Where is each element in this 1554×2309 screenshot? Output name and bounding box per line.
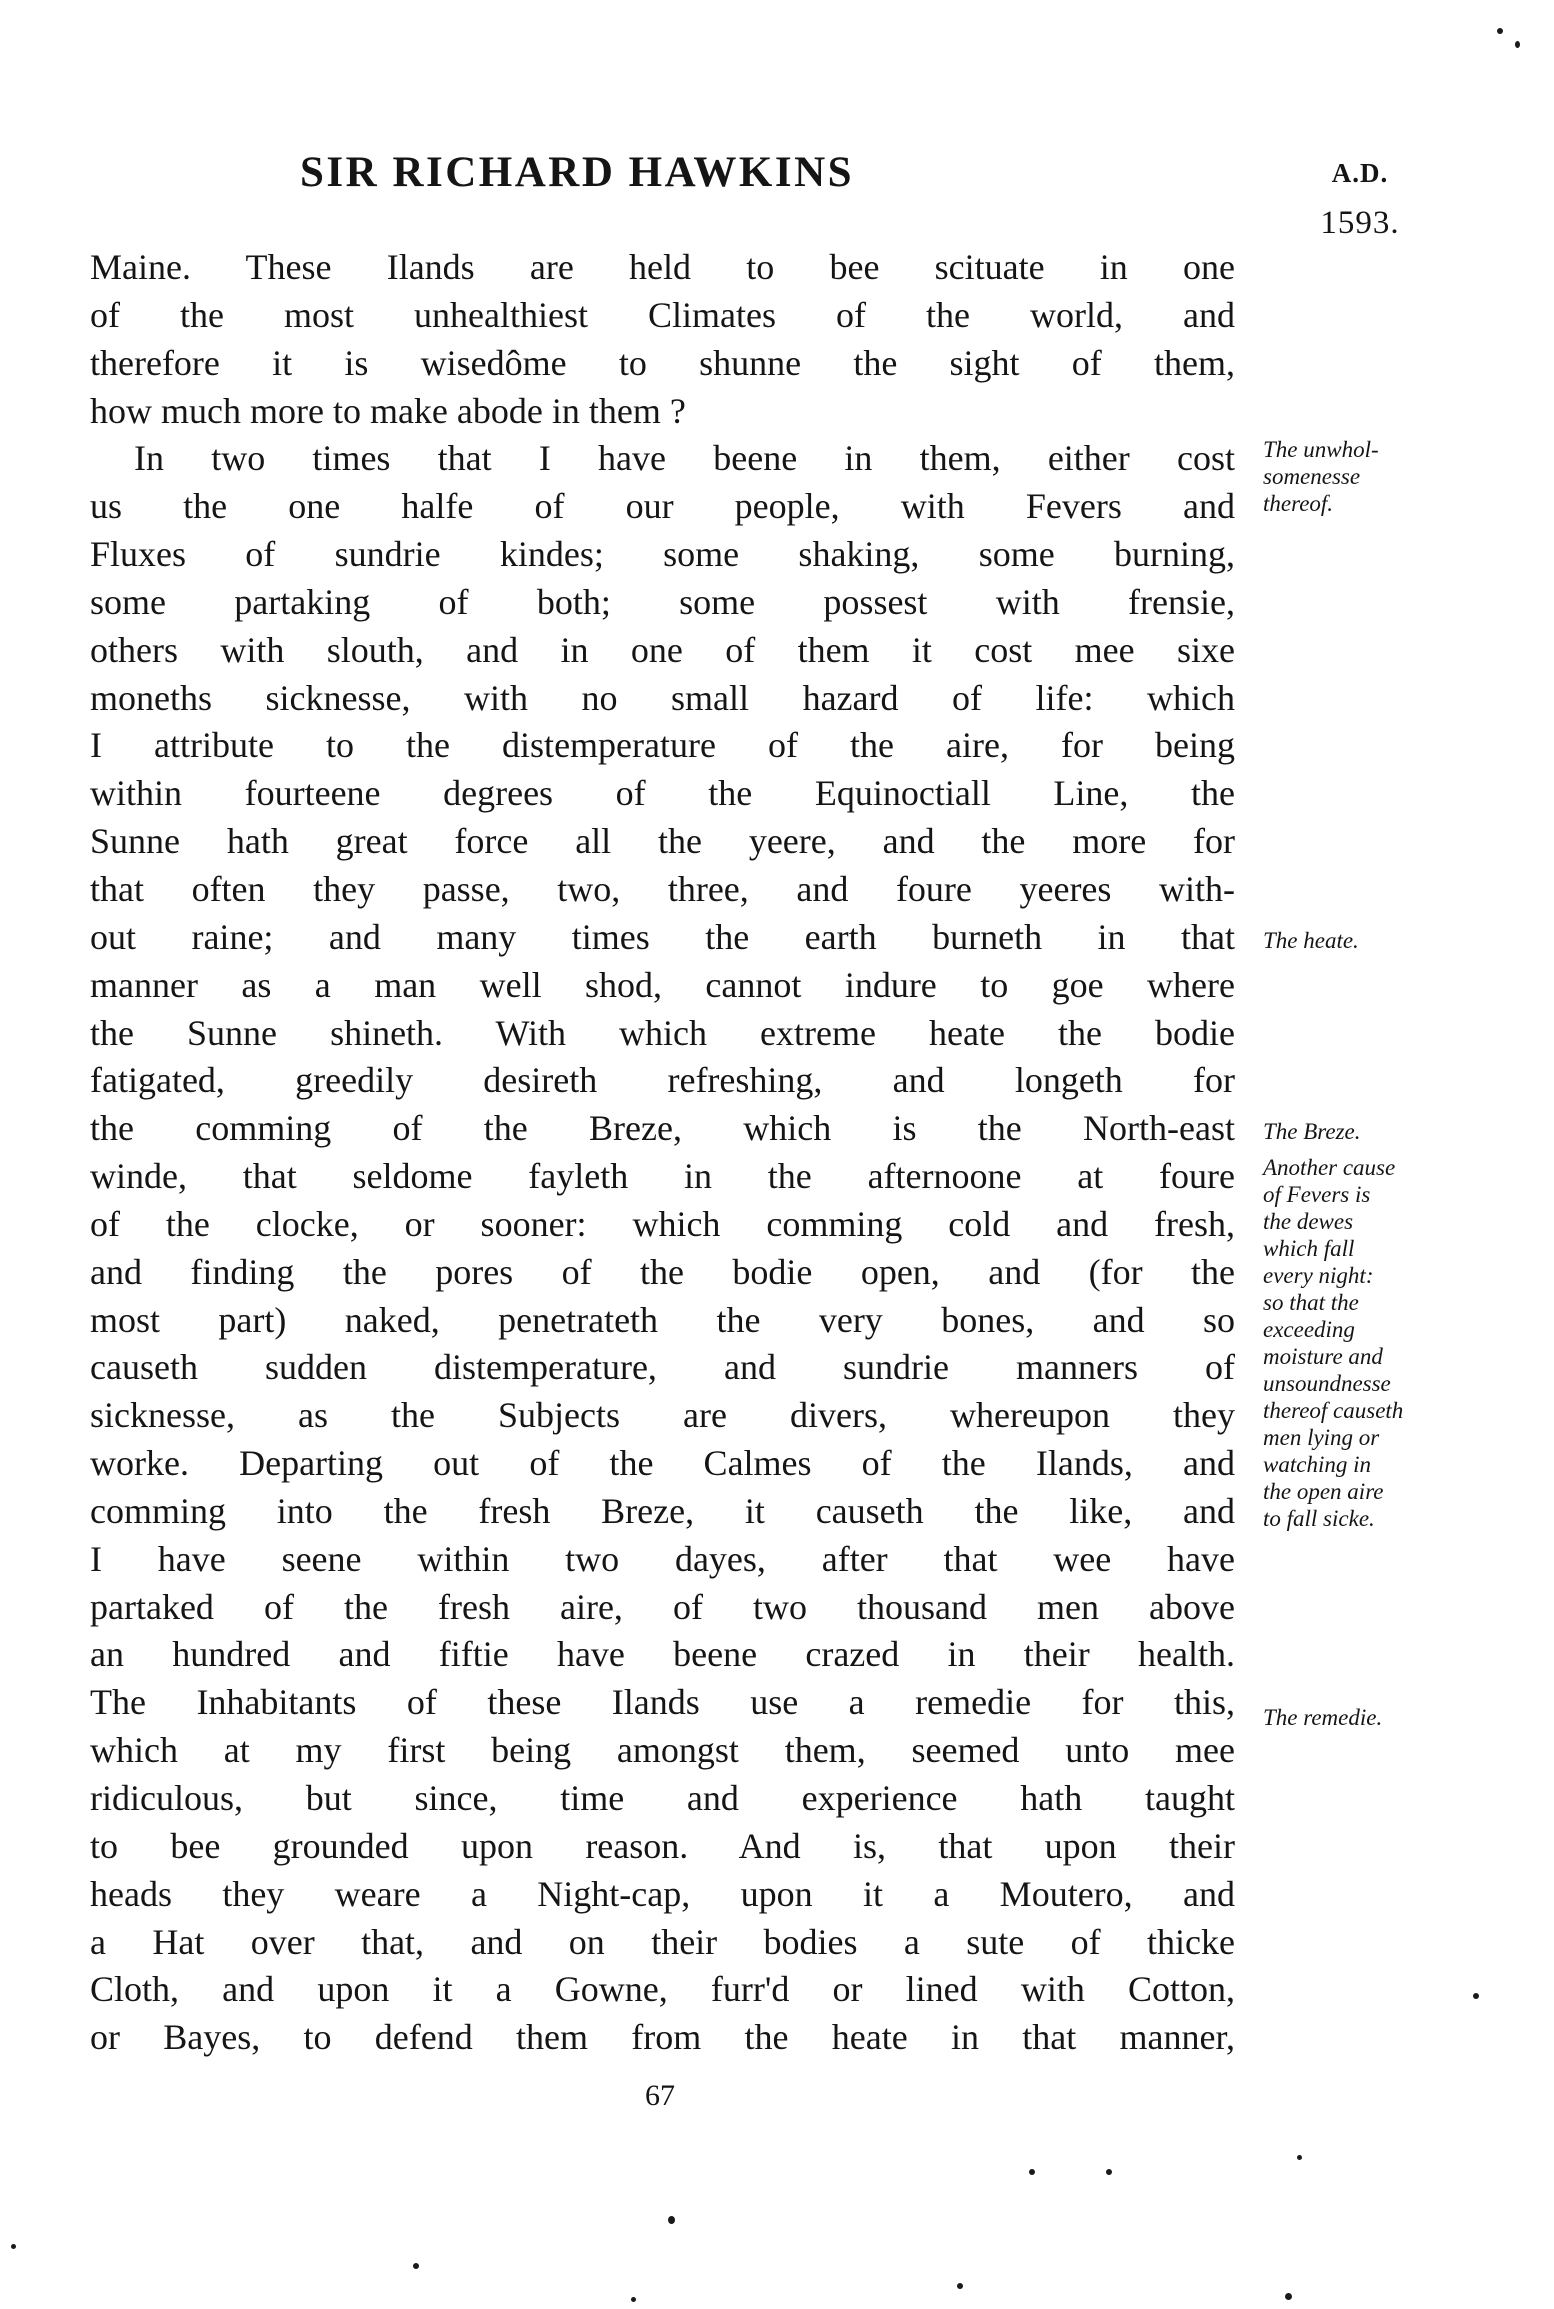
side-note-line: the dewes [1263,1209,1354,1234]
text-line: others with slouth, and in one of them it cost mee sixe [90,629,1235,670]
side-note-unwholesomeness [1263,436,1463,517]
text-line: which at my first being amongst them, seemed unto mee [90,1730,1235,1771]
scan-speck [11,2244,16,2249]
text-line: the Sunne shineth. With which extreme heate the bodie [90,1012,1235,1053]
side-note-line: watching in [1263,1452,1371,1477]
text-line: In two times that I have beene in them, either cost [134,438,1235,479]
text-line: some partaking of both; some possest with frensie, [90,581,1235,622]
text-line: The Inhabitants of these Ilands use a remedie for this, [90,1682,1235,1723]
text-line: of the most unhealthiest Climates of the world, and [90,294,1235,335]
side-note-line: The remedie. [1263,1705,1383,1730]
side-note-line: exceeding [1263,1317,1355,1342]
text-line: and finding the pores of the bodie open, and (for the [90,1251,1235,1292]
text-line: how much more to make abode in them ? [90,390,686,431]
scan-speck [1497,28,1503,34]
side-note-line: Another cause [1263,1155,1396,1180]
text-line: sicknesse, as the Subjects are divers, whereupon they [90,1395,1235,1436]
text-line: that often they passe, two, three, and foure yeeres with- [90,868,1235,909]
text-line: partaked of the fresh aire, of two thousand men above [90,1586,1235,1627]
text-line: fatigated, greedily desireth refreshing, and longeth for [90,1060,1235,1101]
text-line: Cloth, and upon it a Gowne, furr'd or lined with Cotton, [90,1969,1235,2010]
text-line: I have seene within two dayes, after that wee have [90,1538,1235,1579]
text-line: ridiculous, but since, time and experience hath taught [90,1778,1235,1818]
side-note-line: every night: [1263,1263,1374,1288]
text-line: Sunne hath great force all the yeere, and the more for [90,821,1235,862]
side-note-line: moisture and [1263,1344,1383,1369]
date-margin [1295,160,1425,240]
side-note-line: thereof causeth [1263,1398,1404,1423]
text-line: heads they weare a Night-cap, upon it a Moutero, and [90,1873,1235,1914]
scan-speck [1285,2293,1292,2300]
scan-speck [1473,1993,1479,1999]
body-text [90,244,1235,2062]
side-note-line: to fall sicke. [1263,1506,1375,1531]
text-line: to bee grounded upon reason. And is, that upon their [90,1825,1235,1866]
text-line: us the one halfe of our people, with Fevers and [90,486,1235,527]
text-line: an hundred and fiftie have beene crazed in their health. [90,1634,1235,1675]
text-line: Fluxes of sundrie kindes; some shaking, some burning, [90,534,1235,575]
text-line: Maine. These Ilands are held to bee scituate in one [90,247,1235,287]
side-note-fevers [1263,1154,1463,1532]
text-line: of the clocke, or sooner: which comming cold and fresh, [90,1203,1235,1244]
side-note-line: The unwhol- [1263,437,1379,462]
text-line: most part) naked, penetrateth the very bones, and so [90,1299,1235,1340]
scan-speck [413,2263,419,2269]
text-line: within fourteene degrees of the Equinoctiall Line, the [90,773,1235,814]
side-note-line: unsoundnesse [1263,1371,1391,1396]
side-note-line: The heate. [1263,928,1359,953]
era-label: A.D. [1331,158,1389,188]
scan-speck [1515,41,1520,48]
text-line: causeth sudden distemperature, and sundrie manners of [90,1347,1235,1388]
scan-speck [668,2216,675,2224]
text-line: I attribute to the distemperature of the aire, for being [90,725,1235,766]
side-note-heat [1263,927,1463,954]
scan-speck [1297,2155,1302,2160]
side-note-remedy [1263,1704,1463,1731]
text-line: therefore it is wisedôme to shunne the sight of them, [90,342,1235,383]
text-line: out raine; and many times the earth burneth in that [90,916,1235,957]
text-line: moneths sicknesse, with no small hazard of life: which [90,677,1235,718]
text-line: or Bayes, to defend them from the heate in that manner, [90,2017,1235,2058]
side-note-line: the open aire [1263,1479,1384,1504]
scan-speck [1106,2169,1112,2175]
side-note-breze [1263,1118,1463,1145]
side-note-line: which fall [1263,1236,1355,1261]
side-note-line: of Fevers is [1263,1182,1371,1207]
text-line: the comming of the Breze, which is the North-east [90,1108,1235,1149]
side-note-line: thereof. [1263,491,1334,516]
side-note-line: so that the [1263,1290,1359,1315]
side-note-line: somenesse [1263,464,1361,489]
text-line: winde, that seldome fayleth in the afternoone at foure [90,1156,1235,1197]
text-line: a Hat over that, and on their bodies a sute of thicke [90,1921,1235,1962]
running-head: SIR RICHARD HAWKINS [300,149,855,196]
side-note-line: men lying or [1263,1425,1380,1450]
scan-speck [957,2283,963,2289]
year-label: 1593. [1320,205,1400,241]
text-line: worke. Departing out of the Calmes of the Ilands, and [90,1443,1235,1484]
side-note-line: The Breze. [1263,1119,1361,1144]
text-line: comming into the fresh Breze, it causeth the like, and [90,1490,1235,1531]
scan-speck [631,2297,636,2302]
text-line: manner as a man well shod, cannot indure to goe where [90,964,1235,1005]
page-number: 67 [645,2079,675,2112]
scan-speck [1029,2169,1035,2175]
